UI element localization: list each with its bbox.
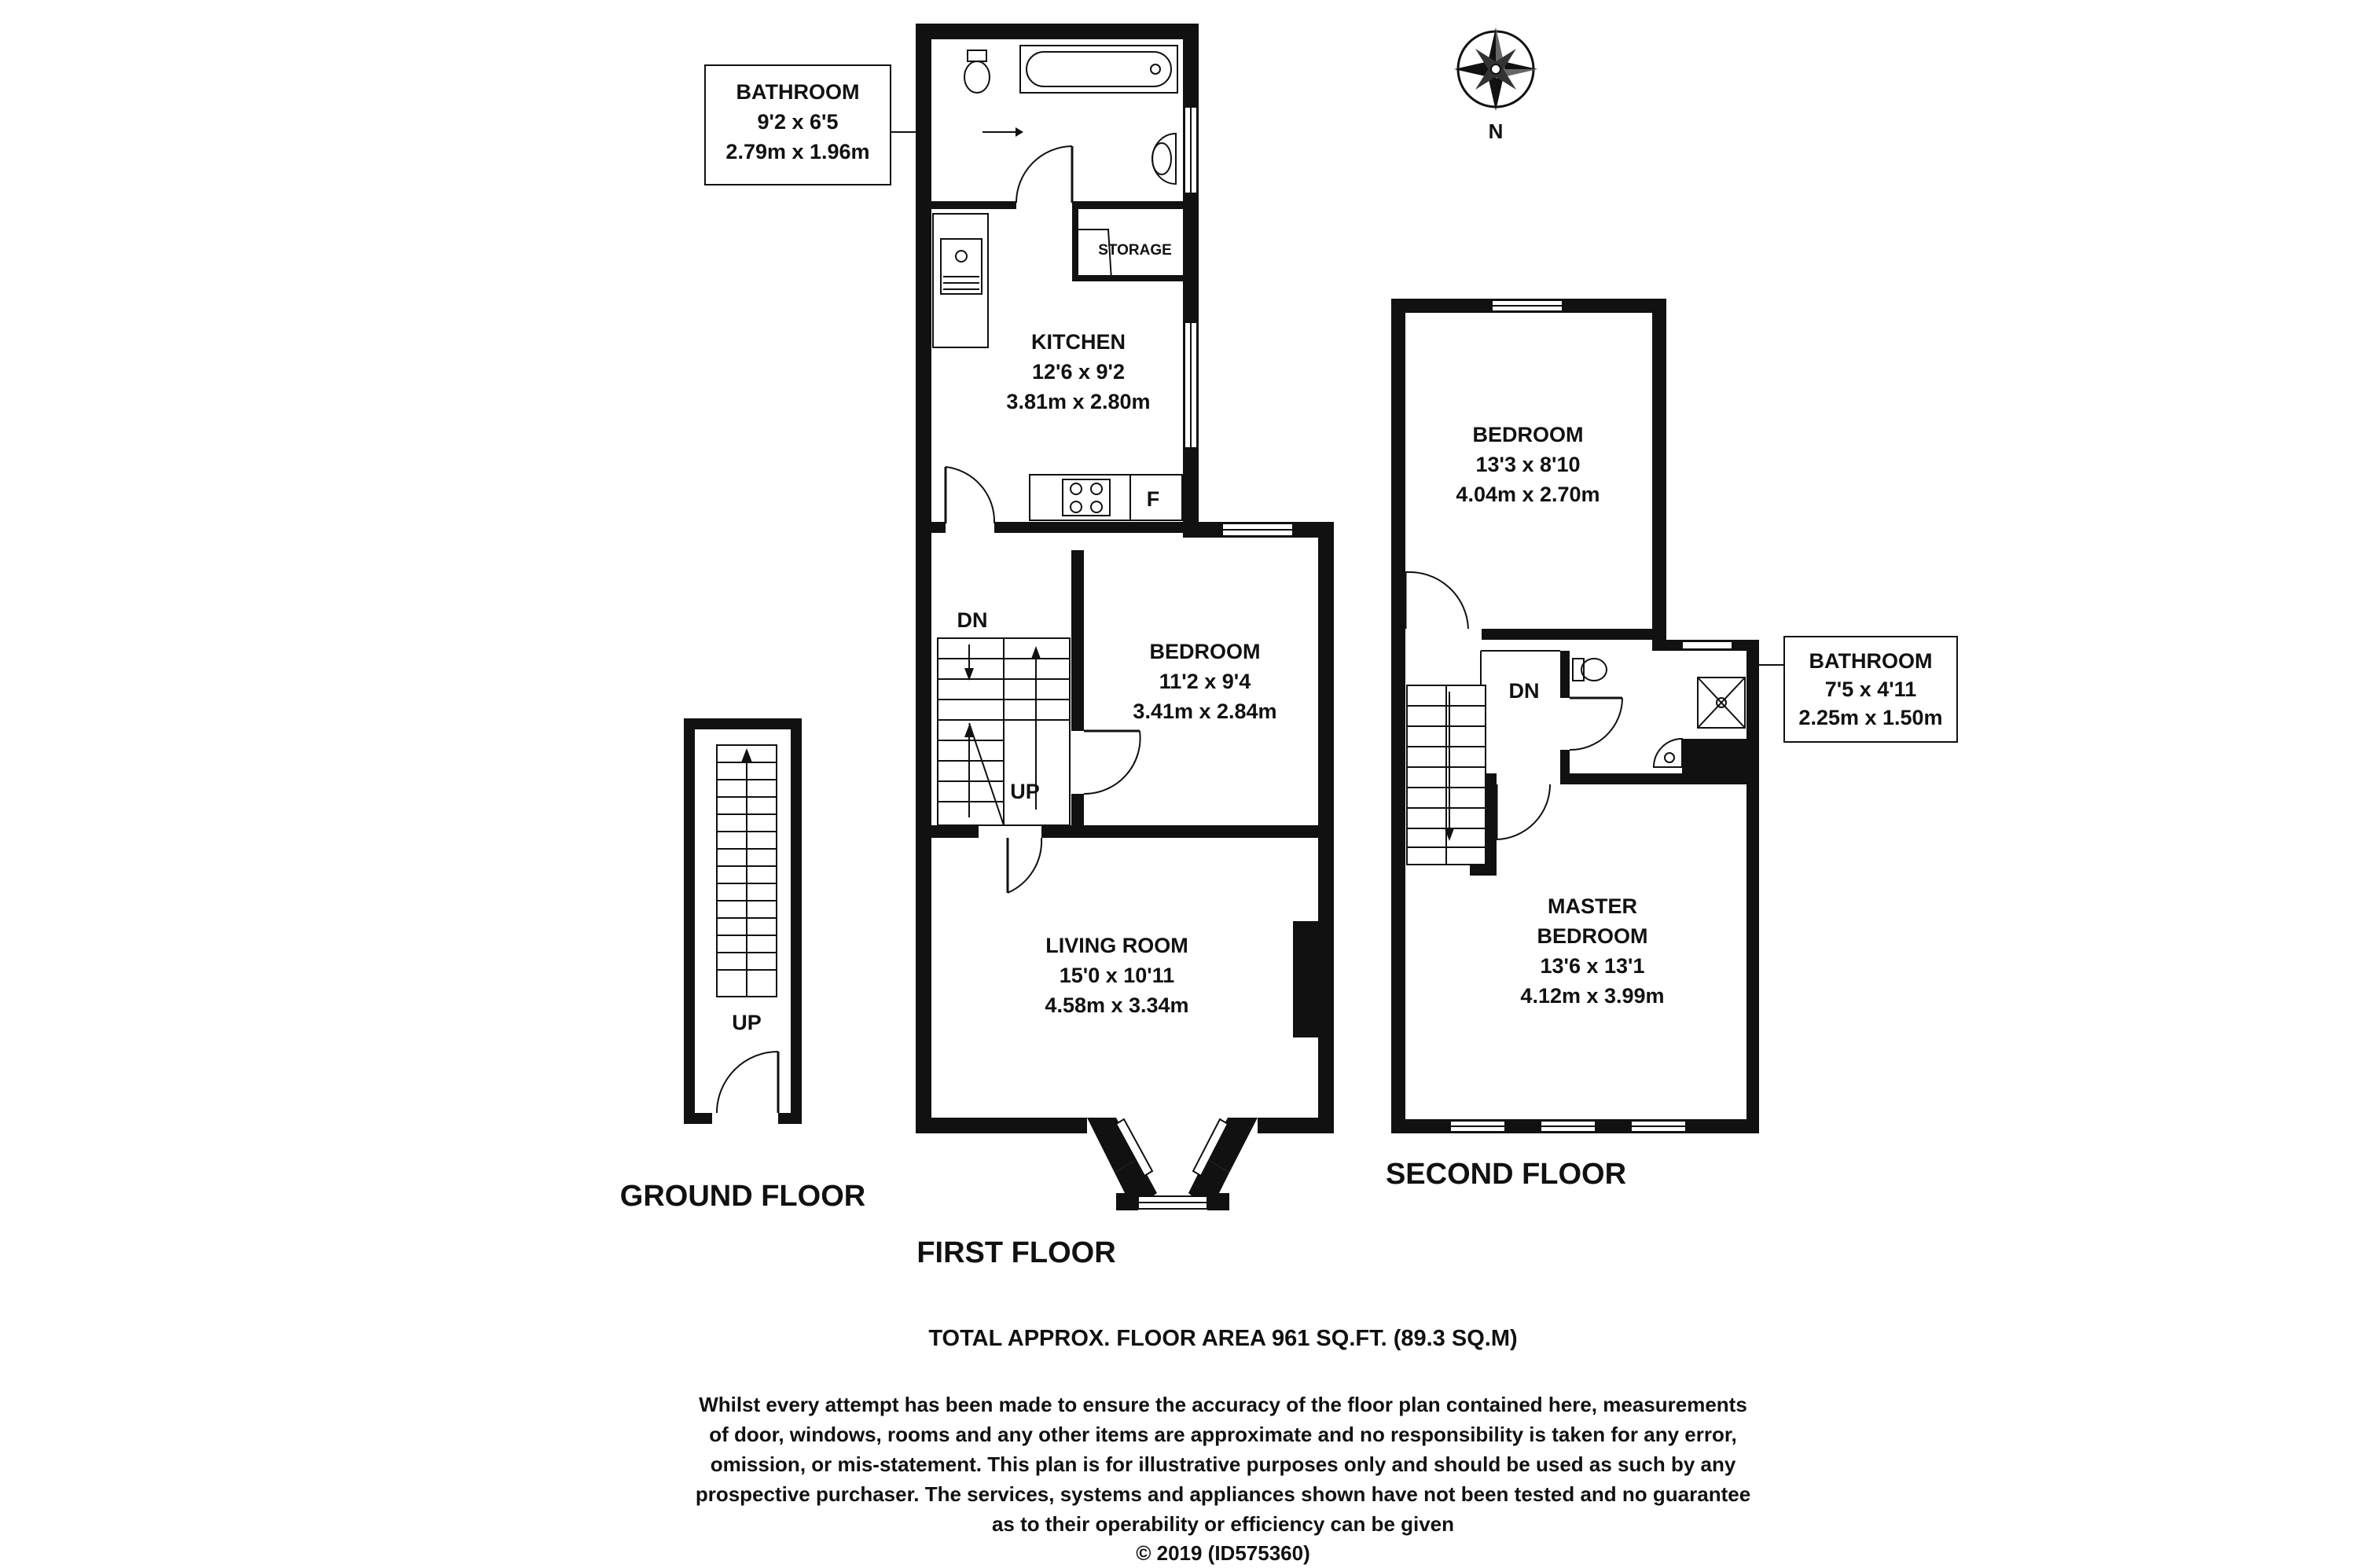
master-bedroom-name-line1: MASTER bbox=[1548, 894, 1637, 918]
second-bathroom-metric: 2.25m x 1.50m bbox=[1798, 706, 1943, 729]
ground-floor-plan bbox=[684, 718, 802, 1124]
living-room-imperial: 15'0 x 10'11 bbox=[1059, 964, 1175, 987]
compass-icon bbox=[1454, 28, 1537, 111]
storage-label: STORAGE bbox=[1098, 242, 1172, 259]
disclaimer-line-4: prospective purchaser. The services, systems and appliances shown have not been tested and no guarantee bbox=[695, 1482, 1751, 1506]
compass-north-label: N bbox=[1488, 119, 1504, 143]
kitchen-name: KITCHEN bbox=[1031, 330, 1126, 354]
ground-floor-title: GROUND FLOOR bbox=[619, 1180, 866, 1213]
first-bathroom-fixtures bbox=[964, 46, 1177, 203]
second-stairs-down-label: DN bbox=[1508, 679, 1540, 703]
first-floor-stairs bbox=[938, 638, 1070, 825]
second-bedroom-metric: 4.04m x 2.70m bbox=[1456, 483, 1600, 506]
ground-stairs bbox=[717, 745, 777, 997]
second-floor-title: SECOND FLOOR bbox=[1385, 1158, 1627, 1191]
first-stairs-down-label: DN bbox=[957, 608, 988, 632]
living-room-name: LIVING ROOM bbox=[1045, 934, 1188, 957]
first-floor-title: FIRST FLOOR bbox=[916, 1236, 1116, 1269]
second-bedroom-name: BEDROOM bbox=[1472, 423, 1584, 446]
ground-entrance-door bbox=[717, 1052, 778, 1113]
ground-stairs-up-label: UP bbox=[732, 1011, 762, 1034]
master-bedroom-name-line2: BEDROOM bbox=[1537, 924, 1648, 948]
first-bathroom-metric: 2.79m x 1.96m bbox=[725, 140, 870, 163]
total-floor-area: TOTAL APPROX. FLOOR AREA 961 SQ.FT. (89.3 SQ.M) bbox=[928, 1326, 1518, 1351]
first-bedroom-metric: 3.41m x 2.84m bbox=[1133, 700, 1277, 723]
disclaimer-line-1: Whilst every attempt has been made to ensure the accuracy of the floor plan contained here, measurements bbox=[699, 1393, 1747, 1416]
second-bathroom-name: BATHROOM bbox=[1809, 649, 1933, 673]
first-bedroom-imperial: 11'2 x 9'4 bbox=[1159, 670, 1251, 693]
master-bedroom-metric: 4.12m x 3.99m bbox=[1520, 984, 1665, 1008]
second-bathroom-imperial: 7'5 x 4'11 bbox=[1824, 678, 1917, 701]
first-bedroom-name: BEDROOM bbox=[1149, 640, 1261, 663]
master-bedroom-imperial: 13'6 x 13'1 bbox=[1540, 954, 1645, 978]
kitchen-imperial: 12'6 x 9'2 bbox=[1032, 360, 1125, 384]
disclaimer-line-3: omission, or mis-statement. This plan is for illustrative purposes only and should be used as such by any bbox=[710, 1452, 1736, 1476]
first-bathroom-imperial: 9'2 x 6'5 bbox=[757, 110, 839, 134]
first-bathroom-name: BATHROOM bbox=[736, 80, 860, 104]
disclaimer-line-5: as to their operability or efficiency can be given bbox=[991, 1512, 1455, 1536]
second-bedroom-imperial: 13'3 x 8'10 bbox=[1475, 453, 1581, 476]
living-room-metric: 4.58m x 3.34m bbox=[1045, 993, 1189, 1017]
disclaimer-line-2: of door, windows, rooms and any other items are approximate and no responsibility is taken for any error, bbox=[709, 1423, 1737, 1446]
first-stairs-up-label: UP bbox=[1010, 780, 1040, 803]
copyright: © 2019 (ID575360) bbox=[1136, 1541, 1310, 1565]
fridge-label: F bbox=[1146, 487, 1160, 511]
kitchen-metric: 3.81m x 2.80m bbox=[1006, 390, 1151, 413]
